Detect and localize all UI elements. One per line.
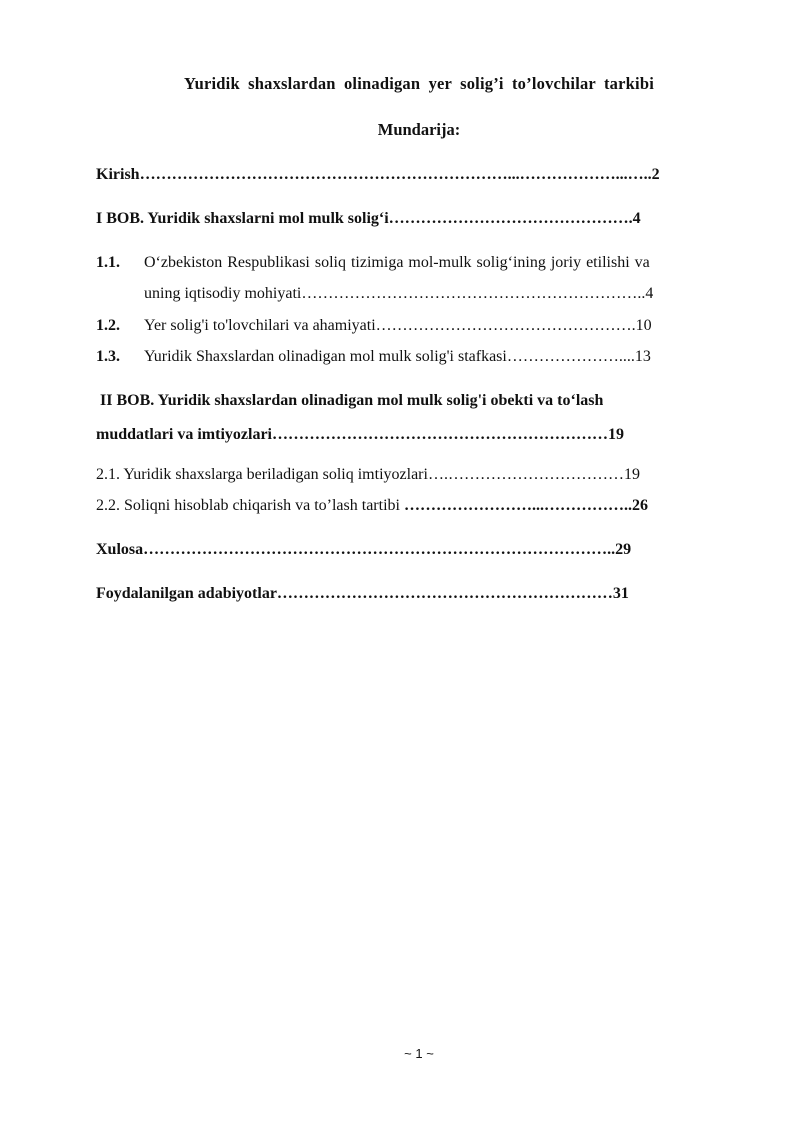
page-number: ~ 1 ~ — [404, 1046, 434, 1061]
page-title: Yuridik shaxslardan olinadigan yer solig’i to’lovchilar tarkibi — [184, 74, 654, 93]
toc-entry-bob2-continued — [96, 425, 624, 445]
toc-entry-1-3 — [96, 347, 651, 367]
toc-entry-label: uning iqtisodiy mohiyati………………………………………………………..4 — [144, 285, 654, 302]
toc-entry-adabiyotlar — [96, 584, 629, 604]
toc-entry-kirish — [96, 165, 660, 185]
toc-entry-bob2 — [100, 391, 603, 411]
toc-entry-label: Yer solig'i to'lovchilari va ahamiyati………………………………………….10 — [144, 317, 652, 334]
toc-heading: Mundarija: — [377, 120, 461, 139]
toc-entry-1-1-continued — [144, 284, 653, 304]
toc-entry-label: 2.2. Soliqni hisoblab chiqarish va to’lash tartibi — [96, 497, 404, 514]
toc-entry-number: 1.1. — [96, 254, 120, 271]
toc-entry-dots-page: ……………………...……………..26 — [403, 497, 648, 514]
toc-entry-bob1 — [96, 209, 641, 229]
toc-entry-label: Xulosa……………………………………………………………………………..29 — [96, 541, 632, 558]
toc-entry-label: Kirish……………………………………………………………...………………...…..2 — [96, 166, 660, 183]
toc-entry-xulosa — [96, 540, 631, 560]
toc-entry-number: 1.2. — [96, 317, 120, 334]
toc-entry-1-1 — [96, 253, 650, 273]
toc-entry-2-2 — [96, 496, 648, 516]
toc-entry-label: 2.1. Yuridik shaxslarga beriladigan soliq imtiyozlari….……………………………19 — [96, 466, 640, 483]
toc-entry-label: I BOB. Yuridik shaxslarni mol mulk solig‘i……………………………………….4 — [96, 210, 641, 227]
toc-entry-2-1 — [96, 465, 640, 485]
toc-entry-label: muddatlari va imtiyozlari………………………………………………………19 — [96, 426, 624, 443]
toc-entry-label: II BOB. Yuridik shaxslardan olinadigan mol mulk solig'i obekti va to‘lash — [100, 392, 604, 409]
toc-entry-number: 1.3. — [96, 348, 120, 365]
toc-entry-label: Foydalanilgan adabiyotlar………………………………………………………31 — [96, 585, 629, 602]
toc-entry-label: O‘zbekiston Respublikasi soliq tizimiga mol-mulk solig‘ining joriy etilishi va — [144, 254, 650, 271]
toc-entry-label: Yuridik Shaxslardan olinadigan mol mulk solig'i stafkasi…………………....13 — [144, 348, 651, 365]
toc-entry-1-2 — [96, 316, 652, 336]
